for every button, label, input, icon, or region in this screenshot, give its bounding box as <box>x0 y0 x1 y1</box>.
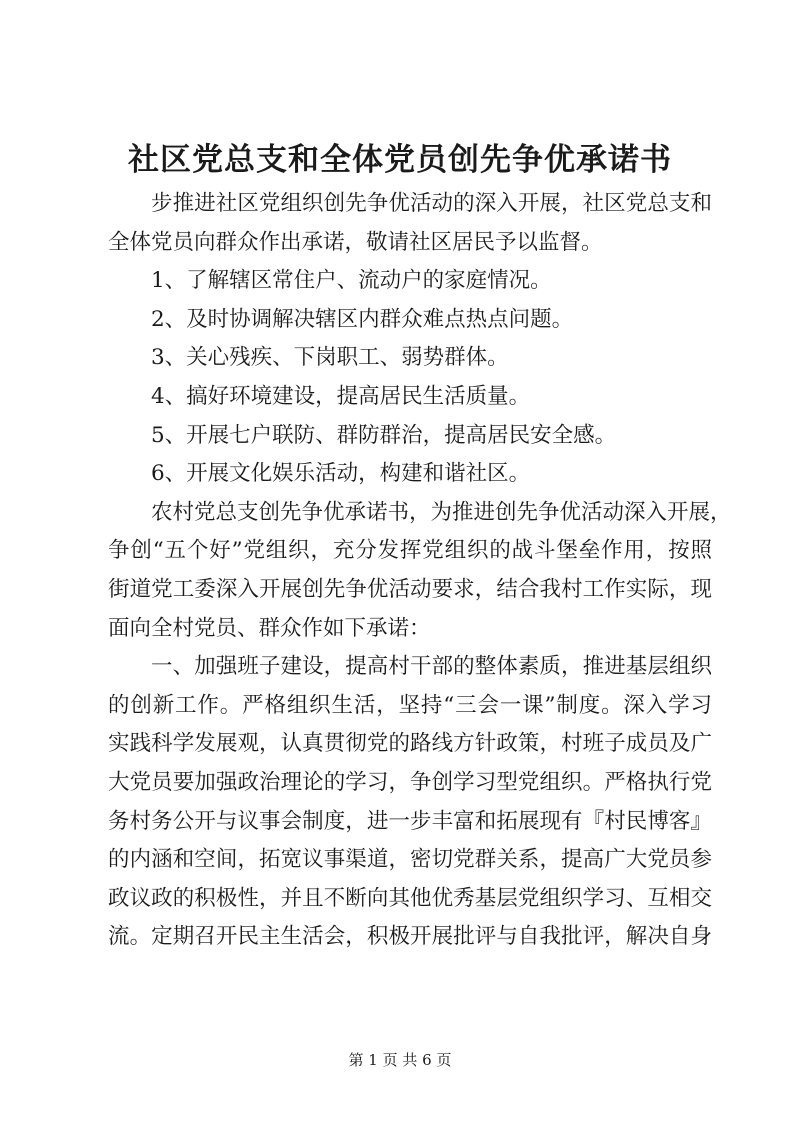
text-line: 步推进社区党组织创先争优活动的深入开展，社区党总支和 <box>151 191 712 216</box>
text-line: 2、及时协调解决辖区内群众难点热点问题。 <box>151 306 574 332</box>
text-line: 的创新工作。严格组织生活，坚持“三会一课”制度。深入学习 <box>108 692 712 718</box>
text-line: 实践科学发展观，认真贯彻党的路线方针政策，村班子成员及广 <box>108 731 712 757</box>
text-line: 争创“五个好”党组织，充分发挥党组织的战斗堡垒作用，按照 <box>108 538 712 564</box>
text-line: 政议政的积极性，并且不断向其他优秀基层党组织学习、互相交 <box>108 885 712 911</box>
text-line: 4、搞好环境建设，提高居民生活质量。 <box>151 383 531 409</box>
text-line: 农村党总支创先争优承诺书，为推进创先争优活动深入开展， <box>151 499 732 525</box>
document-title: 社区党总支和全体党员创先争优承诺书 <box>128 142 672 178</box>
text-line: 全体党员向群众作出承诺，敬请社区居民予以监督。 <box>108 229 603 255</box>
page-footer: 第 1 页 共 6 页 <box>348 1051 452 1069</box>
text-line: 3、关心残疾、下岗职工、弱势群体。 <box>151 345 509 371</box>
document-body <box>108 185 732 957</box>
text-line: 的内涵和空间，拓宽议事渠道，密切党群关系，提高广大党员参 <box>108 847 712 873</box>
text-line: 务村务公开与议事会制度，进一步丰富和拓展现有『村民博客』 <box>108 808 712 834</box>
text-line: 街道党工委深入开展创先争优活动要求，结合我村工作实际，现 <box>108 576 712 602</box>
text-line: 面向全村党员、群众作如下承诺： <box>108 615 431 641</box>
text-line: 5、开展七户联防、群防群治，提高居民安全感。 <box>151 422 617 448</box>
text-line: 流。定期召开民主生活会，积极开展批评与自我批评，解决自身 <box>108 924 712 950</box>
text-line: 一、加强班子建设，提高村干部的整体素质，推进基层组织 <box>151 654 712 680</box>
text-line: 1、了解辖区常住户、流动户的家庭情况。 <box>151 268 552 294</box>
text-line: 大党员要加强政治理论的学习，争创学习型党组织。严格执行党 <box>108 769 712 795</box>
text-line: 6、开展文化娱乐活动，构建和谐社区。 <box>151 461 531 487</box>
